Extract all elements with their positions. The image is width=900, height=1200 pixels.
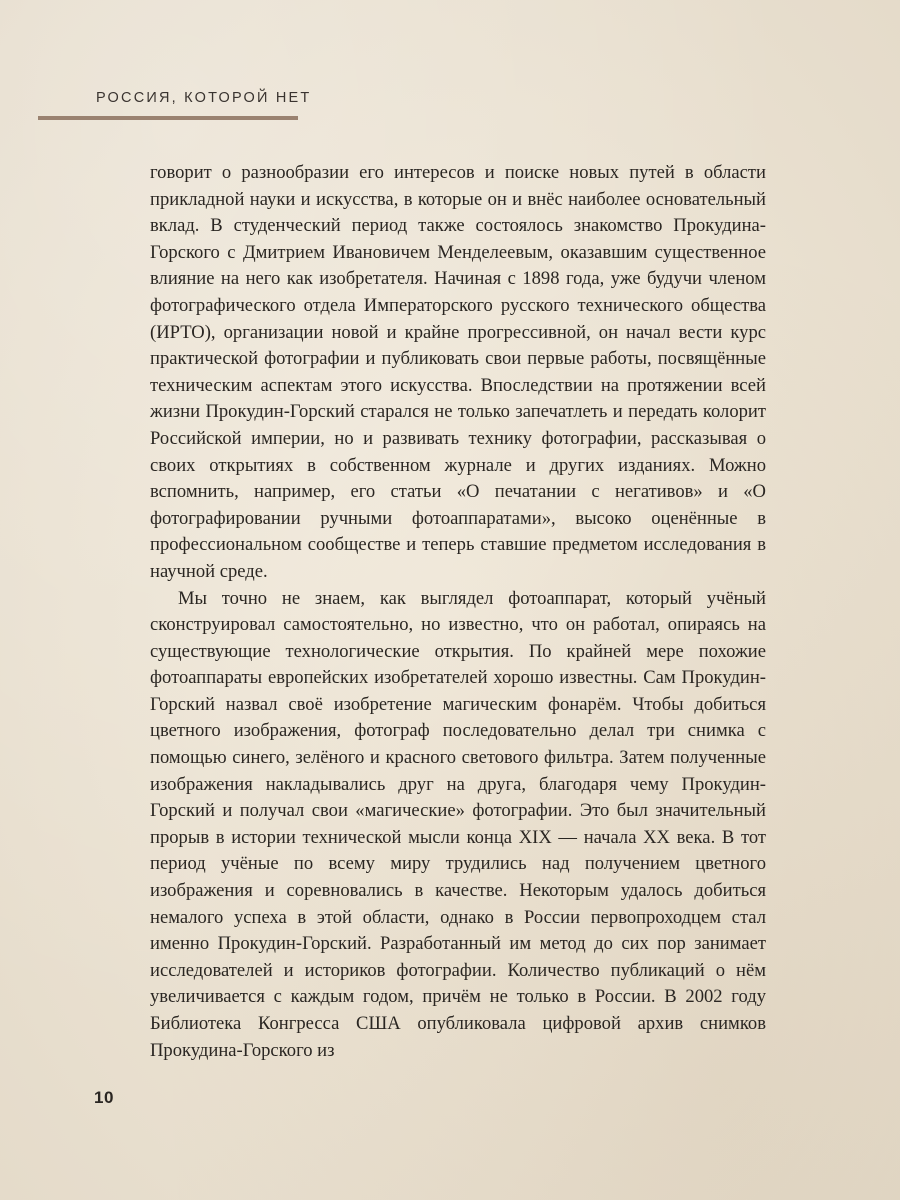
- header-rule: [38, 116, 298, 120]
- body-text: [150, 160, 766, 1064]
- paragraph-2: Мы точно не знаем, как выглядел фотоаппарат, который учёный сконструировал самостоятельно, но известно, что он работал, опираясь на существующие технологические открытия. По крайней мере похожие фотоаппараты европейских изобретателей хорошо известны. Сам Прокудин-Горский назвал своё изобретение магическим фонарём. Чтобы добиться цветного изображения, фотограф последовательно делал три снимка с помощью синего, зелёного и красного светового фильтра. Затем полученные изображения накладывались друг на друга, благодаря чему Прокудин-Горский и получал свои «магические» фотографии. Это был значительный прорыв в истории технической мысли конца XIX — начала XX века. В тот период учёные по всему миру трудились над получением цветного изображения и соревновались в качестве. Некоторым удалось добиться немалого успеха в этой области, однако в России первопроходцем стал именно Прокудин-Горский. Разработанный им метод до сих пор занимает исследователей и историков фотографии. Количество публикаций о нём увеличивается с каждым годом, причём не только в России. В 2002 году Библиотека Конгресса США опубликовала цифровой архив снимков Прокудина-Горского из: [150, 587, 766, 1061]
- running-head: РОССИЯ, КОТОРОЙ НЕТ: [96, 90, 312, 106]
- paragraph-1: говорит о разнообразии его интересов и поиске новых путей в области прикладной науки и искусства, в которые он и внёс наиболее основательный вклад. В студенческий период также состоялось знакомство Прокудина-Горского с Дмитрием Ивановичем Менделеевым, оказавшим существенное влияние на него как изобретателя. Начиная с 1898 года, уже будучи членом фотографического отдела Императорского русского технического общества (ИРТО), организации новой и крайне прогрессивной, он начал вести курс практической фотографии и публиковать свои первые работы, посвящённые техническим аспектам этого искусства. Впоследствии на протяжении всей жизни Прокудин-Горский старался не только запечатлеть и передать колорит Российской империи, но и развивать технику фотографии, рассказывая о своих открытиях в собственном журнале и других изданиях. Можно вспомнить, например, его статьи «О печатании с негативов» и «О фотографировании ручными фотоаппаратами», высоко оценённые в профессиональном сообществе и теперь ставшие предметом исследования в научной среде.: [150, 162, 766, 582]
- page-number: 10: [94, 1088, 114, 1107]
